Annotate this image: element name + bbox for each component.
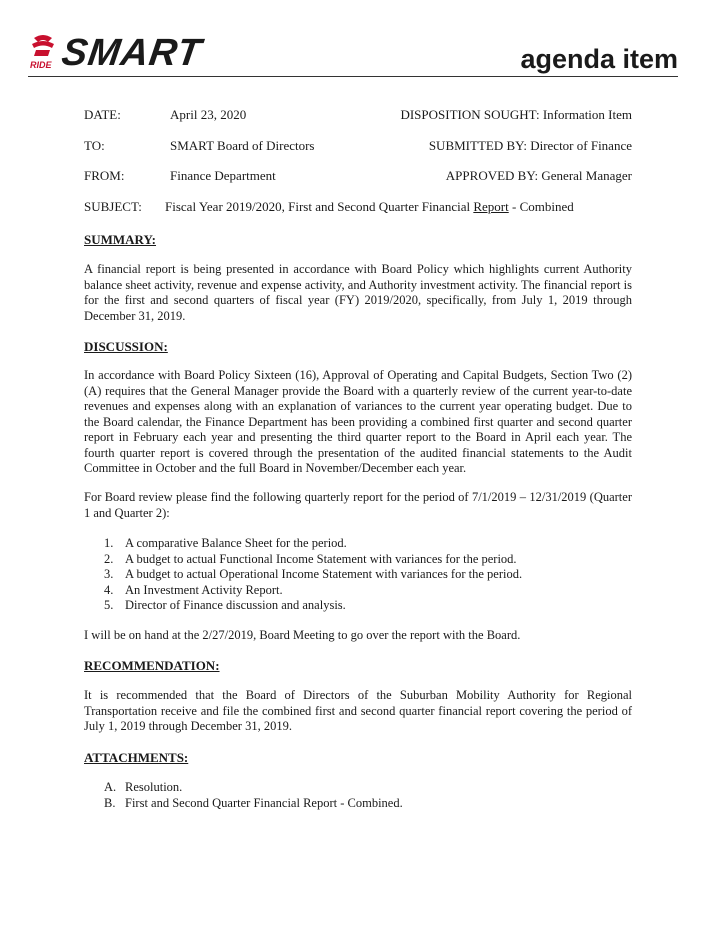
summary-body xyxy=(84,262,632,324)
list-item: 4. An Investment Activity Report. xyxy=(104,582,283,597)
attachments-section xyxy=(84,750,632,766)
header-divider xyxy=(28,76,678,77)
approved-by: APPROVED BY: General Manager xyxy=(445,168,632,183)
date-value: April 23, 2020 xyxy=(170,107,247,122)
attachments-heading: ATTACHMENTS: xyxy=(84,750,189,765)
ride-logo-icon xyxy=(28,34,58,72)
summary-section xyxy=(84,232,632,248)
summary-text: A financial report is being presented in accordance with Board Policy which highlights current Authority balance sheet activity, revenue and expense activity, and Authority investment activity. The financial report is for the first and second quarters of fiscal year (FY) 2019/2020, specifically, from July 1, 2019 through December 31, 2019. xyxy=(84,262,632,323)
document-type-title: agenda item xyxy=(520,44,678,74)
to-value: SMART Board of Directors xyxy=(170,138,315,153)
subject-value xyxy=(165,199,574,215)
discussion-heading: DISCUSSION: xyxy=(84,339,168,354)
from-label: FROM: xyxy=(84,168,125,183)
summary-heading: SUMMARY: xyxy=(84,232,157,247)
discussion-body xyxy=(84,368,632,477)
discussion-paragraph-1: In accordance with Board Policy Sixteen (16), Approval of Operating and Capital Budgets, Section Two (2) (A) requires that the General Manager provide the Board with a quarterly review of the current year-to-date revenues and expenses along with an explanation of variances to the current year operating budget. Due to the Board calendar, the Finance Department has been providing a combined first quarter and second quarter report in February each year and presenting the third quarter report to the Board in April each year. The fourth quarter report is covered through the presentation of the audited financial statements to the Audit Committee in October and the full Board in November/December each year. xyxy=(84,368,632,475)
date-label: DATE: xyxy=(84,107,121,122)
discussion-paragraph-3: I will be on hand at the 2/27/2019, Board Meeting to go over the report with the Board. xyxy=(84,628,521,642)
logo-brand-text: SMART xyxy=(59,32,205,74)
discussion-paragraph-2: For Board review please find the following quarterly report for the period of 7/1/2019 – 12/31/2019 (Quarter 1 and Quarter 2): xyxy=(84,490,632,520)
list-item: 3. A budget to actual Operational Income Statement with variances for the period. xyxy=(104,567,523,581)
from-value: Finance Department xyxy=(170,168,276,183)
subject-report-link: Report xyxy=(473,199,509,214)
list-item: A. Resolution. xyxy=(104,780,183,794)
submitted-by: SUBMITTED BY: Director of Finance xyxy=(428,138,632,153)
logo-ride-text: RIDE xyxy=(30,60,52,70)
disposition-sought: DISPOSITION SOUGHT: Information Item xyxy=(400,107,632,122)
to-label: TO: xyxy=(84,138,105,153)
subject-label: SUBJECT: xyxy=(84,199,142,214)
subject-text: Fiscal Year 2019/2020, First and Second Quarter Financial xyxy=(165,199,474,214)
attachments-list xyxy=(84,780,632,811)
recommendation-heading: RECOMMENDATION: xyxy=(84,658,220,673)
subject-text-end: - Combined xyxy=(508,199,574,214)
recommendation-section xyxy=(84,658,632,674)
report-list xyxy=(84,536,632,614)
list-item: 2. A budget to actual Functional Income Statement with variances for the period. xyxy=(104,551,517,566)
letterhead xyxy=(28,30,678,80)
list-item: 1. A comparative Balance Sheet for the period. xyxy=(104,536,347,550)
list-item: 5. Director of Finance discussion and analysis. xyxy=(104,598,346,612)
discussion-review xyxy=(84,490,632,521)
smart-logo xyxy=(28,32,205,74)
discussion-closing xyxy=(84,628,632,644)
recommendation-body xyxy=(84,688,632,735)
recommendation-text: It is recommended that the Board of Directors of the Suburban Mobility Authority for Regional Transportation receive and file the combined first and second quarter financial report covering the period of July 1, 2019 through December 31, 2019. xyxy=(84,688,632,733)
list-item: B. First and Second Quarter Financial Report - Combined. xyxy=(104,795,403,810)
discussion-section xyxy=(84,339,632,355)
